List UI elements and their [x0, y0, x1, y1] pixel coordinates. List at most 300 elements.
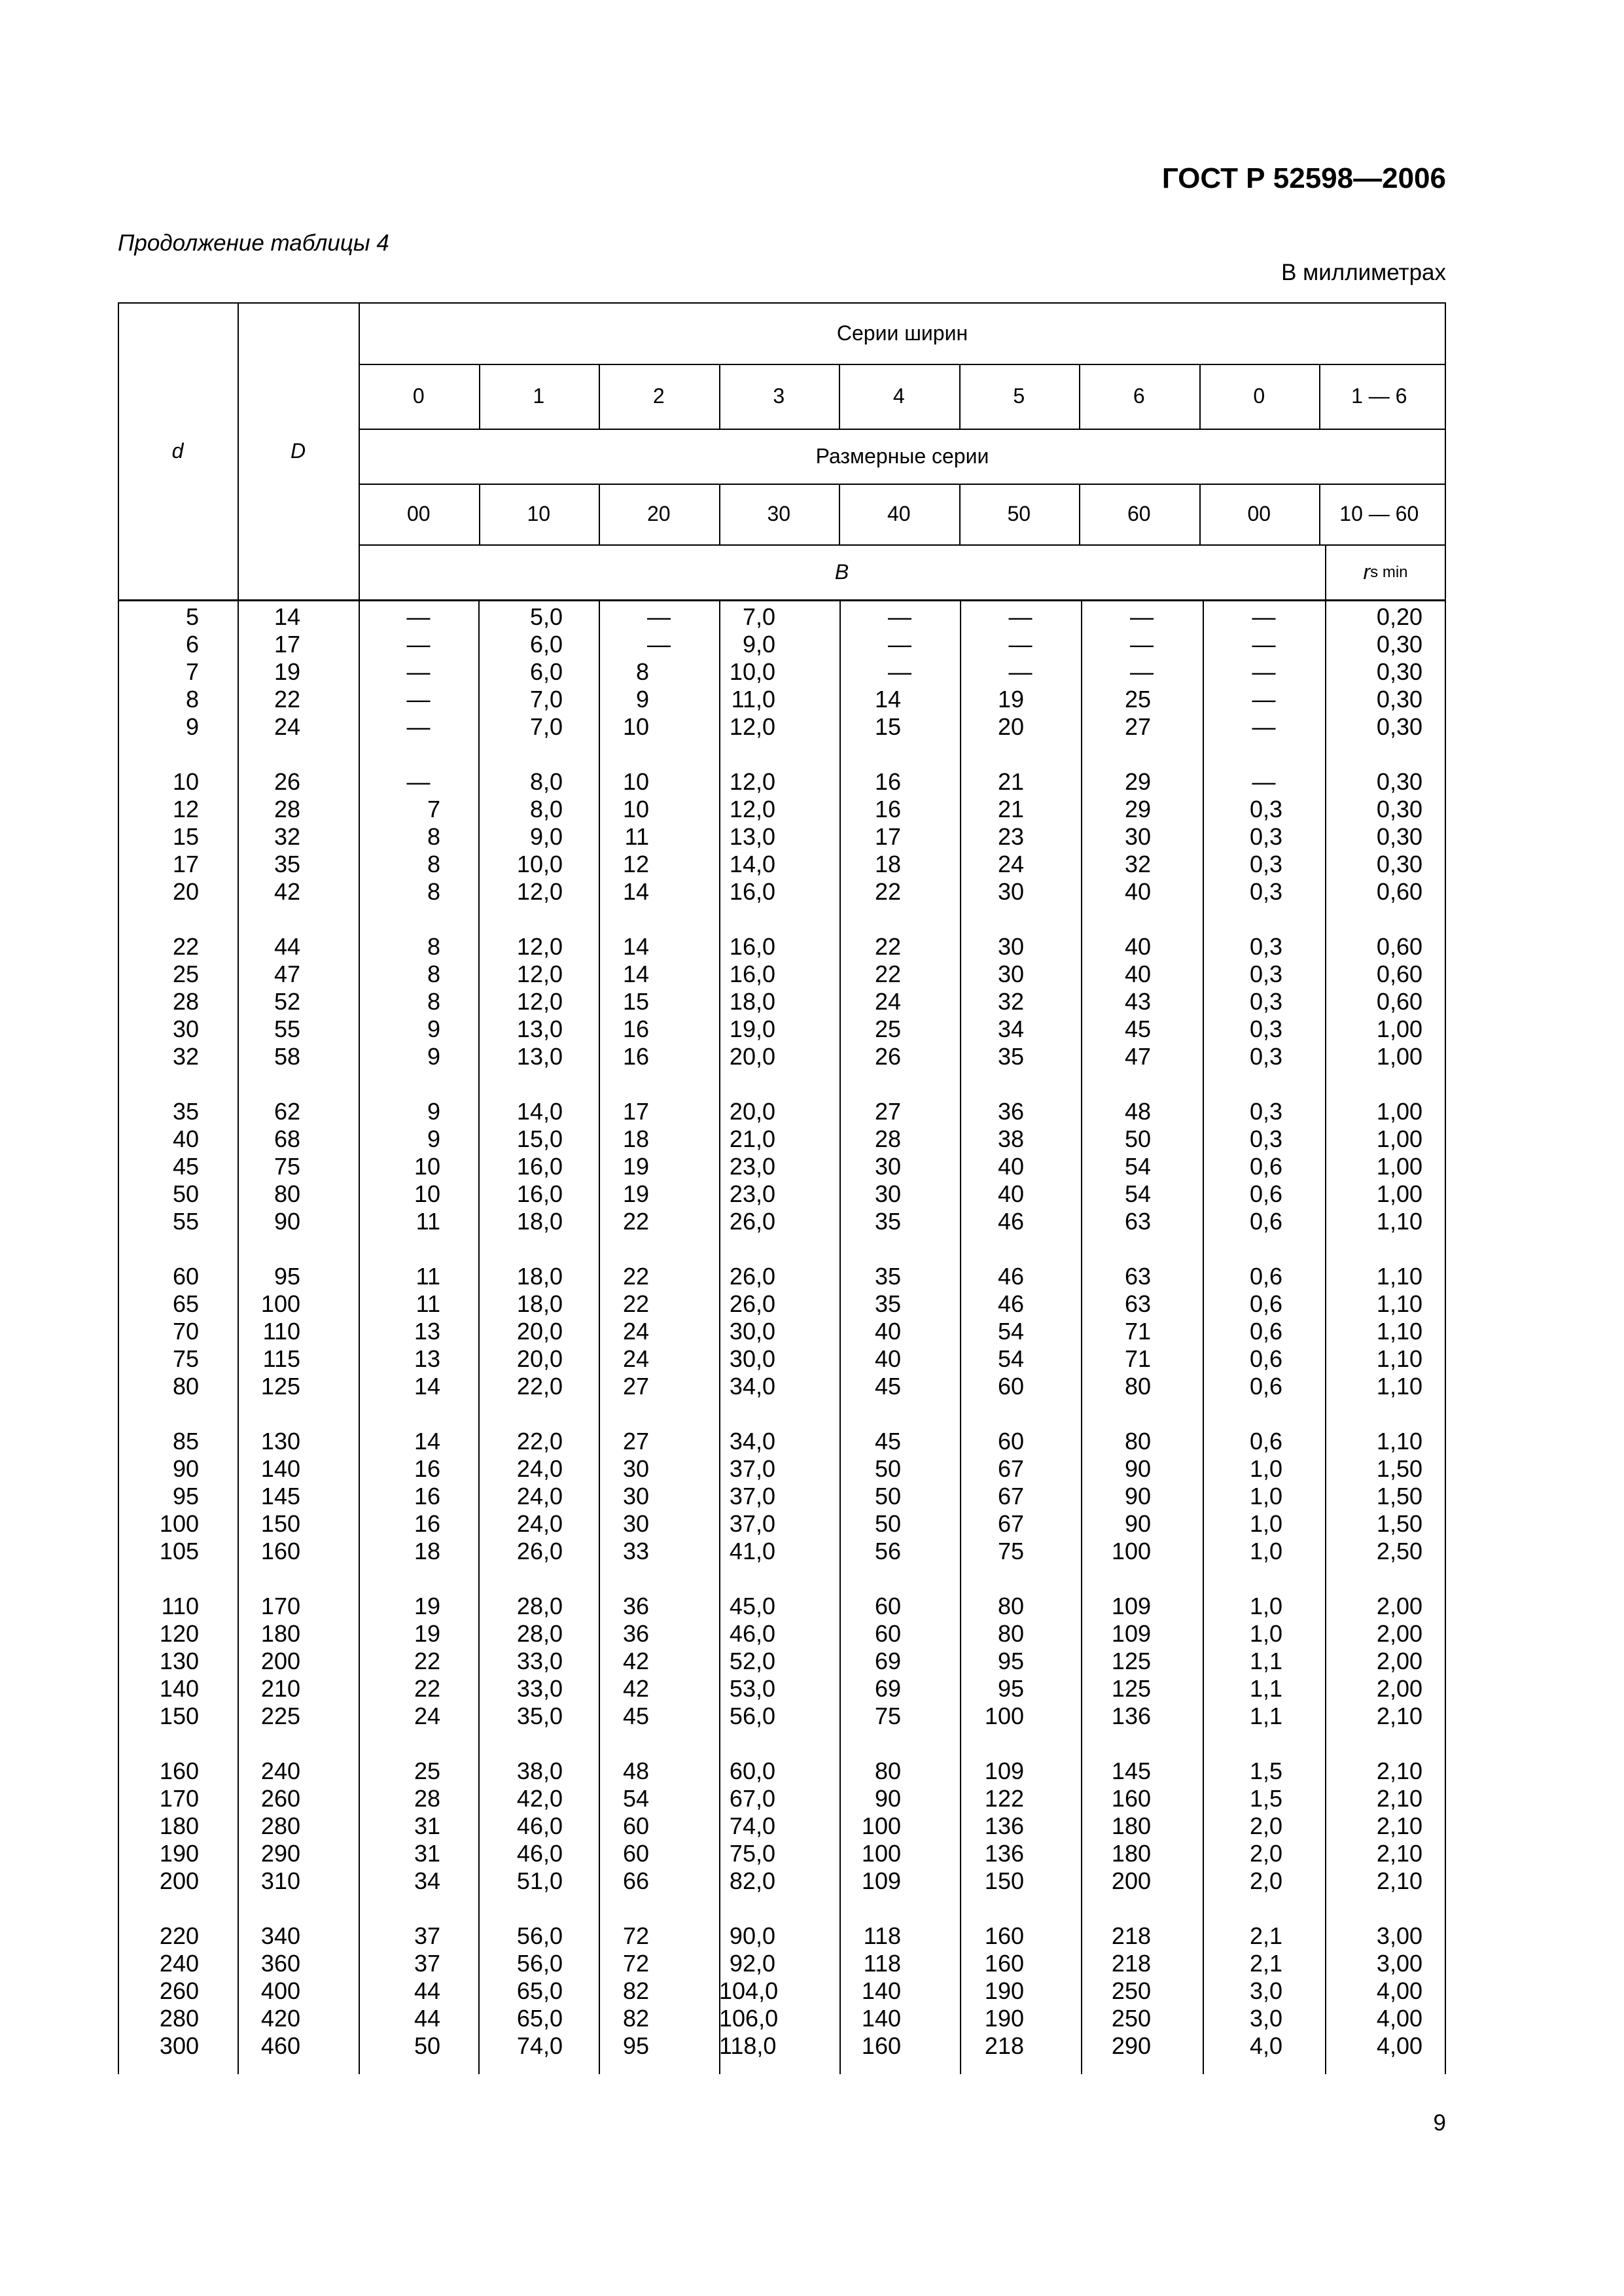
cell-10: 22,0	[516, 1428, 563, 1455]
cell-30: 106,0	[719, 2005, 779, 2032]
cell-d: 300	[159, 2032, 199, 2059]
cell-00: —	[406, 713, 431, 740]
cell-r00: 3,0	[1249, 2005, 1282, 2032]
cell-D: 460	[260, 2032, 300, 2059]
cell-30: 23,0	[729, 1153, 775, 1180]
cell-00: —	[406, 768, 431, 795]
cell-10: 56,0	[516, 1922, 563, 1949]
cell-40: 45	[874, 1428, 901, 1455]
cell-r00: 0,6	[1249, 1180, 1282, 1207]
cell-20: 10	[622, 713, 649, 740]
width-series-header: Серии ширин	[836, 321, 968, 345]
cell-00: 44	[414, 2005, 440, 2032]
cell-r10-60: 2,00	[1376, 1675, 1422, 1702]
cell-30: 37,0	[729, 1510, 775, 1537]
cell-r10-60: 1,10	[1376, 1208, 1422, 1235]
cell-D: 340	[260, 1922, 300, 1949]
cell-d: 5	[185, 603, 199, 630]
dimension-series-cell: 00	[406, 502, 431, 525]
column-rule	[479, 364, 480, 429]
header-rule	[359, 364, 1446, 365]
cell-30: 16,0	[729, 933, 775, 960]
cell-d: 22	[172, 933, 199, 960]
cell-D: 22	[274, 686, 300, 713]
cell-60: 54	[1124, 1153, 1151, 1180]
cell-40: 18	[874, 851, 901, 877]
cell-10: 13,0	[516, 1043, 563, 1070]
cell-10: 56,0	[516, 1950, 563, 1977]
cell-20: 14	[622, 961, 649, 987]
cell-30: 26,0	[729, 1208, 775, 1235]
cell-r00: 0,6	[1249, 1318, 1282, 1345]
column-rule	[1199, 484, 1201, 544]
cell-10: 33,0	[516, 1648, 563, 1674]
cell-d: 260	[159, 1977, 199, 2004]
cell-60: 90	[1124, 1510, 1151, 1537]
cell-10: 35,0	[516, 1703, 563, 1729]
cell-D: 400	[260, 1977, 300, 2004]
dimension-series-cell: 40	[887, 502, 911, 525]
table-header-bottom-rule	[118, 599, 1446, 601]
cell-r00: 1,0	[1249, 1455, 1282, 1482]
cell-20: 18	[622, 1125, 649, 1152]
cell-00: 9	[427, 1125, 440, 1152]
cell-40: 100	[861, 1840, 901, 1867]
cell-d: 8	[185, 686, 199, 713]
cell-50: 40	[997, 1180, 1024, 1207]
cell-40: 56	[874, 1538, 901, 1564]
cell-d: 170	[159, 1785, 199, 1812]
cell-D: 14	[274, 603, 300, 630]
cell-00: 9	[427, 1043, 440, 1070]
cell-r10-60: 0,60	[1376, 933, 1422, 960]
cell-20: 19	[622, 1153, 649, 1180]
width-series-cell: 3	[773, 384, 785, 408]
cell-50: —	[1008, 658, 1033, 685]
cell-d: 45	[172, 1153, 199, 1180]
cell-00: 14	[414, 1428, 440, 1455]
cell-60: 29	[1124, 796, 1151, 822]
cell-50: 136	[984, 1840, 1024, 1867]
cell-d: 190	[159, 1840, 199, 1867]
cell-00: 14	[414, 1373, 440, 1400]
cell-20: 42	[622, 1675, 649, 1702]
cell-r10-60: 1,00	[1376, 1125, 1422, 1152]
cell-r00: 0,3	[1249, 1098, 1282, 1125]
cell-30: 30,0	[729, 1318, 775, 1345]
cell-10: 22,0	[516, 1373, 563, 1400]
cell-50: 24	[997, 851, 1024, 877]
column-D-header: D	[290, 439, 306, 463]
cell-10: 33,0	[516, 1675, 563, 1702]
cell-30: 34,0	[729, 1373, 775, 1400]
cell-r10-60: 1,10	[1376, 1373, 1422, 1400]
cell-10: 18,0	[516, 1208, 563, 1235]
cell-10: 24,0	[516, 1455, 563, 1482]
cell-00: 25	[414, 1757, 440, 1784]
cell-r00: 0,6	[1249, 1208, 1282, 1235]
cell-r10-60: 1,10	[1376, 1318, 1422, 1345]
cell-r00: 2,0	[1249, 1812, 1282, 1839]
cell-r00: 1,0	[1249, 1483, 1282, 1510]
cell-00: 16	[414, 1483, 440, 1510]
cell-40: 16	[874, 796, 901, 822]
page-number: 9	[1433, 2110, 1446, 2136]
cell-d: 55	[172, 1208, 199, 1235]
width-series-cell: 1 — 6	[1351, 384, 1407, 408]
cell-60: 43	[1124, 988, 1151, 1015]
cell-r00: 2,0	[1249, 1840, 1282, 1867]
cell-D: 58	[274, 1043, 300, 1070]
cell-20: —	[647, 603, 671, 630]
cell-60: 100	[1111, 1538, 1151, 1564]
cell-30: 12,0	[729, 796, 775, 822]
cell-D: 160	[260, 1538, 300, 1564]
cell-r10-60: 4,00	[1376, 2005, 1422, 2032]
cell-00: 11	[415, 1208, 440, 1235]
cell-d: 30	[172, 1016, 199, 1042]
header-rule	[359, 429, 1446, 430]
cell-40: 40	[874, 1318, 901, 1345]
cell-r10-60: 1,10	[1376, 1263, 1422, 1290]
cell-D: 170	[260, 1593, 300, 1619]
column-rule	[839, 364, 840, 429]
cell-20: 30	[622, 1483, 649, 1510]
cell-r10-60: 2,10	[1376, 1703, 1422, 1729]
cell-r00: 0,3	[1249, 1125, 1282, 1152]
dimension-series-cell: 60	[1127, 502, 1151, 525]
table-caption: Продолжение таблицы 4	[118, 230, 389, 256]
column-rule	[959, 364, 961, 429]
cell-D: 75	[274, 1153, 300, 1180]
document-title: ГОСТ Р 52598—2006	[1161, 162, 1446, 194]
cell-60: 32	[1124, 851, 1151, 877]
cell-10: 46,0	[516, 1812, 563, 1839]
cell-d: 105	[159, 1538, 199, 1564]
cell-00: 8	[427, 961, 440, 987]
cell-D: 210	[260, 1675, 300, 1702]
cell-40: 26	[874, 1043, 901, 1070]
cell-50: 30	[997, 878, 1024, 905]
cell-60: 29	[1124, 768, 1151, 795]
cell-r00: 0,3	[1249, 823, 1282, 850]
cell-D: 24	[274, 713, 300, 740]
cell-20: 22	[622, 1290, 649, 1317]
cell-r10-60: 0,60	[1376, 961, 1422, 987]
cell-r00: —	[1252, 603, 1276, 630]
bearing-dimensions-table	[118, 302, 1446, 2074]
cell-d: 150	[159, 1703, 199, 1729]
cell-30: 12,0	[729, 768, 775, 795]
cell-r10-60: 0,60	[1376, 878, 1422, 905]
cell-40: 140	[861, 1977, 901, 2004]
cell-20: 82	[622, 1977, 649, 2004]
cell-40: 35	[874, 1290, 901, 1317]
cell-r10-60: 1,50	[1376, 1455, 1422, 1482]
cell-40: 22	[874, 961, 901, 987]
cell-D: 17	[274, 631, 300, 658]
cell-10: 6,0	[529, 631, 563, 658]
cell-60: 90	[1124, 1483, 1151, 1510]
cell-10: 65,0	[516, 2005, 563, 2032]
cell-r10-60: 1,10	[1376, 1290, 1422, 1317]
cell-20: 48	[622, 1757, 649, 1784]
header-rule	[359, 484, 1446, 485]
cell-d: 40	[172, 1125, 199, 1152]
dimension-series-cell: 30	[767, 502, 791, 525]
cell-60: 40	[1124, 933, 1151, 960]
cell-20: 14	[622, 933, 649, 960]
cell-r00: 0,3	[1249, 851, 1282, 877]
cell-60: 250	[1111, 2005, 1151, 2032]
cell-50: 75	[997, 1538, 1024, 1564]
cell-50: —	[1008, 631, 1033, 658]
cell-d: 70	[172, 1318, 199, 1345]
cell-r00: —	[1252, 658, 1276, 685]
cell-30: 14,0	[729, 851, 775, 877]
cell-00: 10	[414, 1153, 440, 1180]
cell-50: 46	[997, 1208, 1024, 1235]
cell-r00: 1,1	[1249, 1703, 1282, 1729]
cell-30: 7,0	[742, 603, 775, 630]
cell-10: 74,0	[516, 2032, 563, 2059]
cell-D: 360	[260, 1950, 300, 1977]
cell-D: 100	[260, 1290, 300, 1317]
cell-20: 8	[635, 658, 649, 685]
cell-40: 40	[874, 1345, 901, 1372]
cell-50: 100	[984, 1703, 1024, 1729]
cell-d: 25	[172, 961, 199, 987]
cell-d: 85	[172, 1428, 199, 1455]
cell-30: 37,0	[729, 1455, 775, 1482]
cell-40: 140	[861, 2005, 901, 2032]
cell-D: 260	[260, 1785, 300, 1812]
cell-r00: 0,6	[1249, 1290, 1282, 1317]
cell-40: 160	[861, 2032, 901, 2059]
cell-50: 54	[997, 1318, 1024, 1345]
cell-40: 69	[874, 1648, 901, 1674]
cell-00: 34	[414, 1867, 440, 1894]
cell-r10-60: 4,00	[1376, 2032, 1422, 2059]
cell-40: 69	[874, 1675, 901, 1702]
cell-D: 290	[260, 1840, 300, 1867]
cell-00: 28	[414, 1785, 440, 1812]
cell-60: 48	[1124, 1098, 1151, 1125]
cell-00: 13	[414, 1318, 440, 1345]
width-series-cell: 6	[1133, 384, 1145, 408]
cell-40: 75	[874, 1703, 901, 1729]
cell-30: 13,0	[729, 823, 775, 850]
cell-00: 8	[427, 988, 440, 1015]
cell-d: 75	[172, 1345, 199, 1372]
cell-10: 7,0	[529, 686, 563, 713]
cell-10: 38,0	[516, 1757, 563, 1784]
cell-r00: 1,0	[1249, 1593, 1282, 1619]
cell-20: 9	[635, 686, 649, 713]
cell-D: 26	[274, 768, 300, 795]
cell-d: 9	[185, 713, 199, 740]
cell-d: 220	[159, 1922, 199, 1949]
cell-d: 80	[172, 1373, 199, 1400]
cell-D: 130	[260, 1428, 300, 1455]
cell-30: 41,0	[729, 1538, 775, 1564]
cell-20: 60	[622, 1840, 649, 1867]
cell-d: 15	[172, 823, 199, 850]
cell-r10-60: 1,50	[1376, 1483, 1422, 1510]
cell-d: 20	[172, 878, 199, 905]
cell-r10-60: 2,00	[1376, 1593, 1422, 1619]
cell-20: 16	[622, 1043, 649, 1070]
cell-50: 19	[997, 686, 1024, 713]
cell-r10-60: 1,00	[1376, 1180, 1422, 1207]
cell-20: 54	[622, 1785, 649, 1812]
cell-00: 10	[414, 1180, 440, 1207]
dimension-series-cell: 10	[527, 502, 551, 525]
cell-20: 27	[622, 1428, 649, 1455]
cell-r10-60: 1,50	[1376, 1510, 1422, 1537]
column-r-header	[1325, 544, 1446, 600]
cell-60: 30	[1124, 823, 1151, 850]
cell-40: 100	[861, 1812, 901, 1839]
cell-20: 11	[624, 823, 649, 850]
cell-20: 45	[622, 1703, 649, 1729]
cell-r10-60: 1,10	[1376, 1345, 1422, 1372]
cell-d: 160	[159, 1757, 199, 1784]
cell-r10-60: 2,00	[1376, 1648, 1422, 1674]
cell-d: 65	[172, 1290, 199, 1317]
cell-20: 14	[622, 878, 649, 905]
cell-10: 13,0	[516, 1016, 563, 1042]
cell-30: 20,0	[729, 1098, 775, 1125]
cell-D: 115	[262, 1345, 300, 1372]
cell-40: 60	[874, 1593, 901, 1619]
cell-r10-60: 2,10	[1376, 1840, 1422, 1867]
cell-r00: 1,5	[1249, 1785, 1282, 1812]
cell-60: 125	[1111, 1648, 1151, 1674]
cell-D: 420	[260, 2005, 300, 2032]
cell-r00: 2,1	[1249, 1922, 1282, 1949]
cell-60: 180	[1111, 1812, 1151, 1839]
cell-r00: 1,0	[1249, 1620, 1282, 1647]
cell-50: 21	[997, 796, 1024, 822]
cell-r10-60: 0,20	[1376, 603, 1422, 630]
cell-20: 72	[622, 1950, 649, 1977]
cell-d: 240	[159, 1950, 199, 1977]
cell-60: 109	[1111, 1620, 1151, 1647]
cell-60: 63	[1124, 1263, 1151, 1290]
cell-60: 40	[1124, 961, 1151, 987]
cell-20: —	[647, 631, 671, 658]
cell-r00: 0,6	[1249, 1153, 1282, 1180]
cell-60: 45	[1124, 1016, 1151, 1042]
cell-50: 21	[997, 768, 1024, 795]
cell-10: 12,0	[516, 933, 563, 960]
cell-00: —	[406, 686, 431, 713]
cell-20: 12	[622, 851, 649, 877]
cell-d: 28	[172, 988, 199, 1015]
cell-60: 63	[1124, 1208, 1151, 1235]
cell-D: 68	[274, 1125, 300, 1152]
cell-30: 16,0	[729, 961, 775, 987]
cell-30: 9,0	[742, 631, 775, 658]
cell-30: 37,0	[729, 1483, 775, 1510]
width-series-cell: 4	[892, 384, 905, 408]
cell-60: 136	[1111, 1703, 1151, 1729]
cell-50: 218	[984, 2032, 1024, 2059]
cell-60: 63	[1124, 1290, 1151, 1317]
cell-30: 18,0	[729, 988, 775, 1015]
cell-50: 122	[984, 1785, 1024, 1812]
cell-30: 34,0	[729, 1428, 775, 1455]
cell-10: 24,0	[516, 1483, 563, 1510]
column-rule	[479, 484, 480, 544]
cell-30: 74,0	[729, 1812, 775, 1839]
column-rule	[1325, 544, 1326, 600]
header-rule	[359, 544, 1446, 546]
cell-r10-60: 0,30	[1376, 796, 1422, 822]
cell-r00: 0,6	[1249, 1373, 1282, 1400]
cell-40: 50	[874, 1483, 901, 1510]
cell-20: 24	[622, 1318, 649, 1345]
cell-40: 80	[874, 1757, 901, 1784]
cell-30: 52,0	[729, 1648, 775, 1674]
cell-40: 14	[874, 686, 901, 713]
cell-40: 25	[874, 1016, 901, 1042]
cell-r10-60: 1,10	[1376, 1428, 1422, 1455]
cell-20: 19	[622, 1180, 649, 1207]
cell-r00: 1,5	[1249, 1757, 1282, 1784]
cell-20: 22	[622, 1208, 649, 1235]
cell-d: 7	[185, 658, 199, 685]
width-series-cell: 0	[412, 384, 425, 408]
cell-30: 12,0	[729, 713, 775, 740]
cell-50: 35	[997, 1043, 1024, 1070]
cell-50: 46	[997, 1290, 1024, 1317]
cell-50: —	[1008, 603, 1033, 630]
cell-40: 22	[874, 933, 901, 960]
cell-D: 140	[260, 1455, 300, 1482]
cell-40: 16	[874, 768, 901, 795]
cell-20: 16	[622, 1016, 649, 1042]
cell-10: 65,0	[516, 1977, 563, 2004]
cell-40: 118	[863, 1950, 901, 1977]
cell-50: 95	[997, 1648, 1024, 1674]
cell-40: 50	[874, 1455, 901, 1482]
cell-20: 36	[622, 1593, 649, 1619]
cell-00: 8	[427, 851, 440, 877]
cell-00: 7	[427, 796, 440, 822]
cell-r10-60: 0,30	[1376, 768, 1422, 795]
cell-60: 27	[1124, 713, 1151, 740]
cell-20: 17	[622, 1098, 649, 1125]
cell-50: 36	[997, 1098, 1024, 1125]
cell-r10-60: 1,00	[1376, 1016, 1422, 1042]
cell-r10-60: 0,30	[1376, 686, 1422, 713]
cell-30: 10,0	[729, 658, 775, 685]
cell-00: —	[406, 603, 431, 630]
cell-30: 19,0	[729, 1016, 775, 1042]
cell-60: 80	[1124, 1428, 1151, 1455]
column-rule	[1319, 364, 1320, 429]
cell-40: 35	[874, 1263, 901, 1290]
cell-d: 10	[172, 768, 199, 795]
cell-r10-60: 1,00	[1376, 1098, 1422, 1125]
cell-00: 31	[414, 1840, 440, 1867]
cell-10: 12,0	[516, 988, 563, 1015]
cell-50: 32	[997, 988, 1024, 1015]
cell-r00: 1,0	[1249, 1538, 1282, 1564]
cell-00: —	[406, 658, 431, 685]
